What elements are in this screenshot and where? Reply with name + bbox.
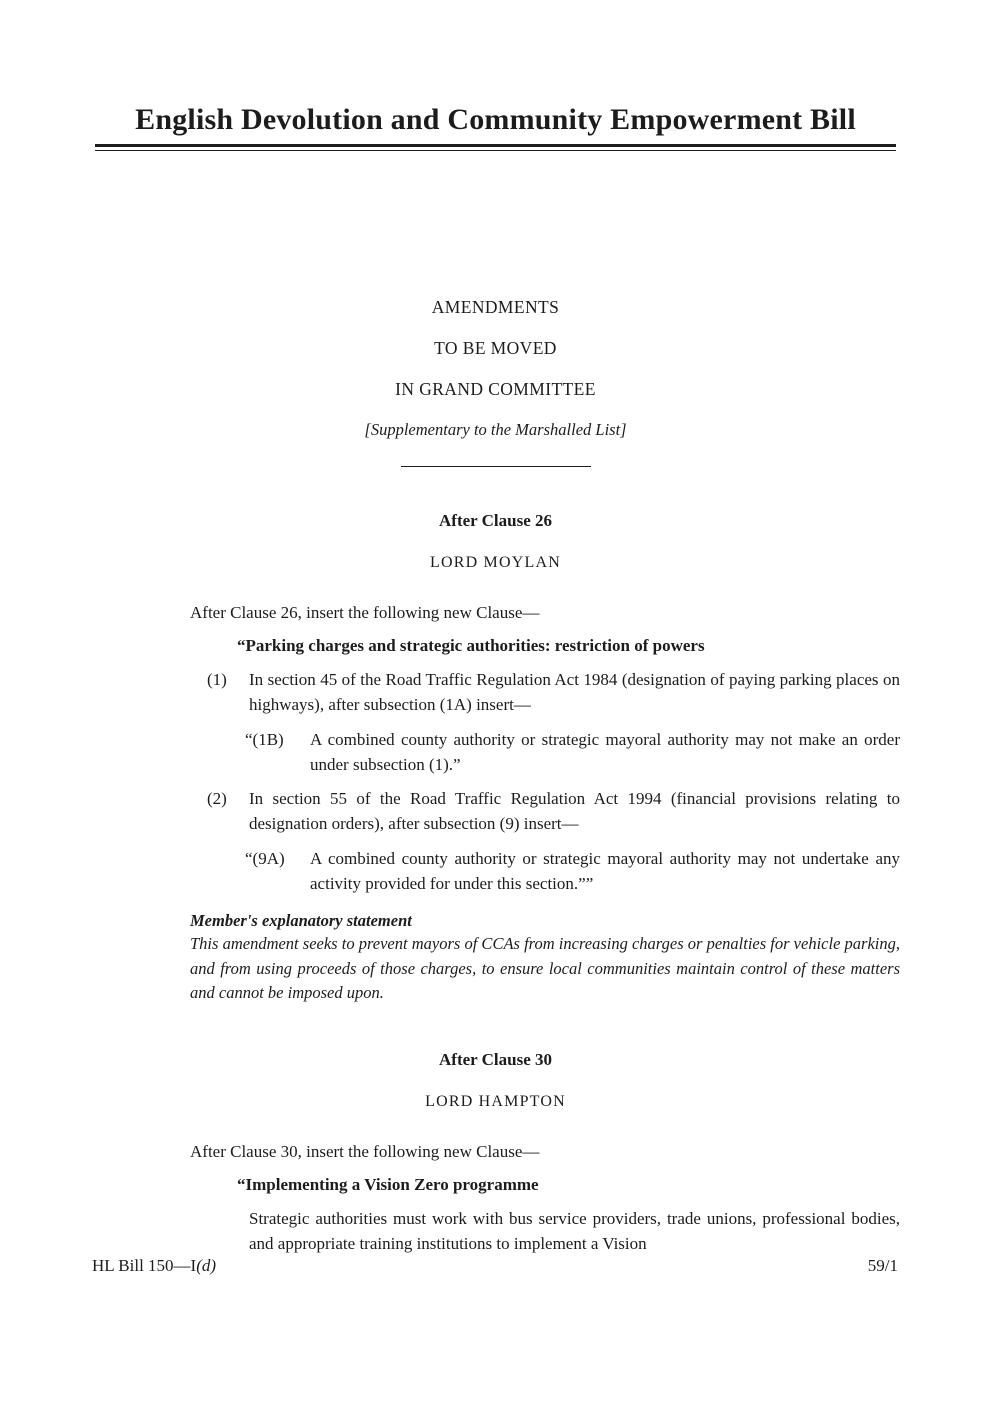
- title-rules: [95, 144, 896, 151]
- page-number: 59/1: [867, 1256, 898, 1275]
- explanatory-statement-text: This amendment seeks to prevent mayors of CCAs from increasing charges or penalties for vehicle parking, and from using proceeds of those charges, to ensure local communities maintain control of these matters and cannot be imposed upon.: [190, 934, 900, 1002]
- supplementary-note: [Supplementary to the Marshalled List]: [364, 420, 627, 439]
- amendments-heading-line-2: TO BE MOVED: [434, 338, 557, 358]
- amendments-heading-line-1: AMENDMENTS: [431, 297, 560, 317]
- explanatory-statement-label: Member's explanatory statement: [190, 911, 412, 930]
- bill-title-block: [0, 102, 991, 151]
- subsection-number: (2): [207, 789, 227, 808]
- clause26-body: [190, 600, 900, 1006]
- clause26-new-clause-title: “Parking charges and strategic authorities: restriction of powers: [237, 636, 705, 655]
- clause26-intro: After Clause 26, insert the following new Clause—: [190, 603, 540, 622]
- bill-reference-main: HL Bill 150—I: [92, 1256, 197, 1275]
- separator-rule: [401, 466, 591, 467]
- inserted-subsection-number: “(1B): [245, 730, 284, 749]
- clause30-heading: After Clause 30: [439, 1049, 552, 1069]
- page-footer: [92, 1256, 898, 1276]
- clause30-text: Strategic authorities must work with bus service providers, trade unions, professional bodies, and appropriate training institutions to implement a Vision: [249, 1208, 900, 1253]
- bill-reference-suffix: (d): [196, 1256, 217, 1275]
- subsection-text: In section 55 of the Road Traffic Regulation Act 1994 (financial provisions relating to designation orders), after subsection (9) insert—: [249, 789, 900, 833]
- amendments-heading-block: [0, 297, 991, 467]
- amendment-subsection-2: [207, 786, 900, 836]
- title-rule-thin: [95, 150, 896, 151]
- amendment-subsection-1: [207, 667, 900, 717]
- clause30-mover: LORD HAMPTON: [425, 1092, 566, 1110]
- clause30-body: [190, 1139, 900, 1256]
- inserted-subsection-number: “(9A): [245, 849, 285, 868]
- subsection-number: (1): [207, 670, 227, 689]
- amendments-heading-line-3: IN GRAND COMMITTEE: [395, 379, 596, 399]
- inserted-subsection-1B: [245, 727, 900, 777]
- bill-reference: [92, 1256, 216, 1276]
- inserted-subsection-9A: [245, 846, 900, 896]
- subsection-text: In section 45 of the Road Traffic Regulation Act 1984 (designation of paying parking places on highways), after subsection (1A) insert—: [249, 670, 900, 714]
- clause30-new-clause-title: “Implementing a Vision Zero programme: [237, 1174, 539, 1194]
- inserted-subsection-text: A combined county authority or strategic mayoral authority may not undertake any activity provided for under this section.””: [310, 849, 900, 893]
- clause30-intro: After Clause 30, insert the following new Clause—: [190, 1141, 540, 1161]
- clause26-mover: LORD MOYLAN: [430, 554, 561, 571]
- clause26-heading: After Clause 26: [439, 511, 552, 530]
- inserted-subsection-text: A combined county authority or strategic mayoral authority may not make an order under subsection (1).”: [310, 730, 900, 774]
- bill-title: English Devolution and Community Empowerment Bill: [135, 103, 856, 136]
- title-rule-thick: [95, 144, 896, 147]
